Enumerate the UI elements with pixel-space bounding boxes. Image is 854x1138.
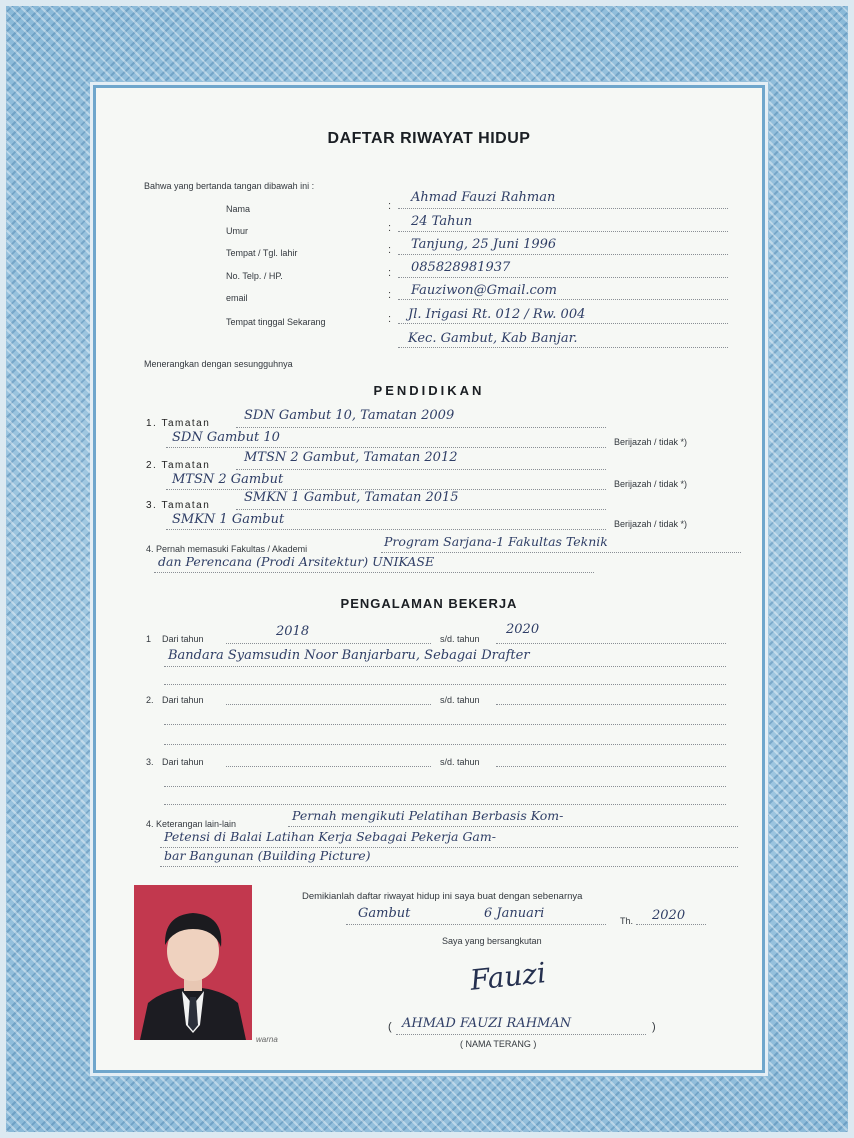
colon: : [388, 222, 392, 234]
profile-photo [134, 885, 252, 1040]
closing-date: 6 Januari [484, 906, 545, 921]
edu-3-line2: SMKN 1 Gambut [172, 512, 285, 527]
dotted-line [496, 643, 726, 644]
dotted-line [226, 643, 431, 644]
value-ttl: Tanjung, 25 Juni 1996 [411, 237, 557, 252]
keterangan-label: 4. Keterangan lain-lain [146, 819, 237, 829]
colon: : [388, 267, 392, 279]
edu-1-label: 1. Tamatan [146, 418, 211, 429]
fakultas-label: 4. Pernah memasuki Fakultas / Akademi [146, 544, 308, 554]
paren-close: ) [652, 1021, 656, 1033]
dotted-line [381, 552, 741, 553]
declare-text: Menerangkan dengan sesungguhnya [144, 359, 293, 369]
cv-form [96, 88, 762, 1070]
job-3-num: 3. [146, 757, 154, 767]
colon: : [388, 244, 392, 256]
edu-2-label: 2. Tamatan [146, 460, 211, 471]
dotted-line [226, 704, 431, 705]
dotted-line [164, 684, 726, 685]
dotted-line [236, 427, 606, 428]
edu-2-line1: MTSN 2 Gambut, Tamatan 2012 [244, 450, 458, 465]
dotted-line [236, 469, 606, 470]
paren-open: ( [388, 1021, 392, 1033]
dotted-line [154, 572, 594, 573]
job-2-dari-label: Dari tahun [162, 695, 204, 705]
job-1-sd: 2020 [506, 622, 540, 637]
photo-caption: warna [256, 1035, 278, 1044]
section-pendidikan: PENDIDIKAN [373, 383, 485, 398]
colon: : [388, 200, 392, 212]
dotted-line [166, 447, 606, 448]
dotted-line [164, 744, 726, 745]
edu-3-label: 3. Tamatan [146, 500, 211, 511]
closing-year: 2020 [652, 908, 686, 923]
job-3-dari-label: Dari tahun [162, 757, 204, 767]
job-1-num: 1 [146, 634, 152, 644]
value-telp: 085828981937 [411, 260, 511, 275]
label-nama: Nama [226, 204, 251, 214]
label-email: email [226, 293, 248, 303]
dotted-line [636, 924, 706, 925]
value-alamat-1: Jl. Irigasi Rt. 012 / Rw. 004 [408, 307, 586, 322]
edu-1-ijazah: Berijazah / tidak *) [614, 437, 688, 447]
edu-2-ijazah: Berijazah / tidak *) [614, 479, 688, 489]
job-1-sd-label: s/d. tahun [440, 634, 480, 644]
value-email: Fauziwon@Gmail.com [411, 283, 557, 298]
dotted-line [236, 509, 606, 510]
colon: : [388, 313, 392, 325]
signature: Fauzi [468, 956, 548, 997]
label-ttl: Tempat / Tgl. lahir [226, 248, 298, 258]
dotted-line [398, 254, 728, 255]
edu-1-line1: SDN Gambut 10, Tamatan 2009 [244, 408, 455, 423]
job-2-sd-label: s/d. tahun [440, 695, 480, 705]
value-nama: Ahmad Fauzi Rahman [411, 190, 556, 205]
closing-place: Gambut [358, 906, 411, 921]
label-umur: Umur [226, 226, 248, 236]
dotted-line [346, 924, 606, 925]
fakultas-line1: Program Sarjana-1 Fakultas Teknik [384, 534, 608, 549]
fakultas-line2: dan Perencana (Prodi Arsitektur) UNIKASE [158, 554, 435, 569]
person-portrait-icon [134, 885, 252, 1040]
colon: : [388, 289, 392, 301]
dotted-line [164, 804, 726, 805]
dotted-line [288, 826, 738, 827]
dotted-line [398, 299, 728, 300]
dotted-line [398, 231, 728, 232]
dotted-line [160, 866, 738, 867]
section-pengalaman: PENGALAMAN BEKERJA [340, 596, 518, 611]
value-umur: 24 Tahun [411, 214, 473, 229]
job-1-dari-label: Dari tahun [162, 634, 204, 644]
edu-3-line1: SMKN 1 Gambut, Tamatan 2015 [244, 490, 459, 505]
signer-label: Saya yang bersangkutan [442, 936, 542, 946]
dotted-line [396, 1034, 646, 1035]
label-telp: No. Telp. / HP. [226, 271, 283, 281]
keterangan-line3: bar Bangunan (Building Picture) [164, 848, 371, 863]
job-1-desc: Bandara Syamsudin Noor Banjarbaru, Sebagai Drafter [168, 648, 530, 663]
th-label: Th. [620, 916, 634, 926]
closing-statement: Demikianlah daftar riwayat hidup ini saya buat dengan sebenarnya [302, 891, 583, 902]
edu-3-ijazah: Berijazah / tidak *) [614, 519, 688, 529]
job-3-sd-label: s/d. tahun [440, 757, 480, 767]
dotted-line [398, 323, 728, 324]
dotted-line [496, 704, 726, 705]
name-caption: ( NAMA TERANG ) [460, 1039, 537, 1049]
dotted-line [166, 529, 606, 530]
signer-name: AHMAD FAUZI RAHMAN [402, 1016, 572, 1031]
dotted-line [164, 786, 726, 787]
page-title: DAFTAR RIWAYAT HIDUP [327, 130, 531, 147]
dotted-line [226, 766, 431, 767]
job-1-dari: 2018 [276, 624, 310, 639]
dotted-line [398, 208, 728, 209]
dotted-line [398, 277, 728, 278]
keterangan-line1: Pernah mengikuti Pelatihan Berbasis Kom- [292, 808, 564, 823]
dotted-line [164, 724, 726, 725]
value-alamat-2: Kec. Gambut, Kab Banjar. [408, 331, 578, 346]
dotted-line [164, 666, 726, 667]
edu-1-line2: SDN Gambut 10 [172, 430, 280, 445]
label-alamat: Tempat tinggal Sekarang [226, 317, 326, 327]
intro-text: Bahwa yang bertanda tangan dibawah ini : [144, 181, 315, 191]
job-2-num: 2. [146, 695, 154, 705]
edu-2-line2: MTSN 2 Gambut [172, 472, 284, 487]
dotted-line [496, 766, 726, 767]
dotted-line [398, 347, 728, 348]
keterangan-line2: Petensi di Balai Latihan Kerja Sebagai Pekerja Gam- [164, 829, 496, 844]
